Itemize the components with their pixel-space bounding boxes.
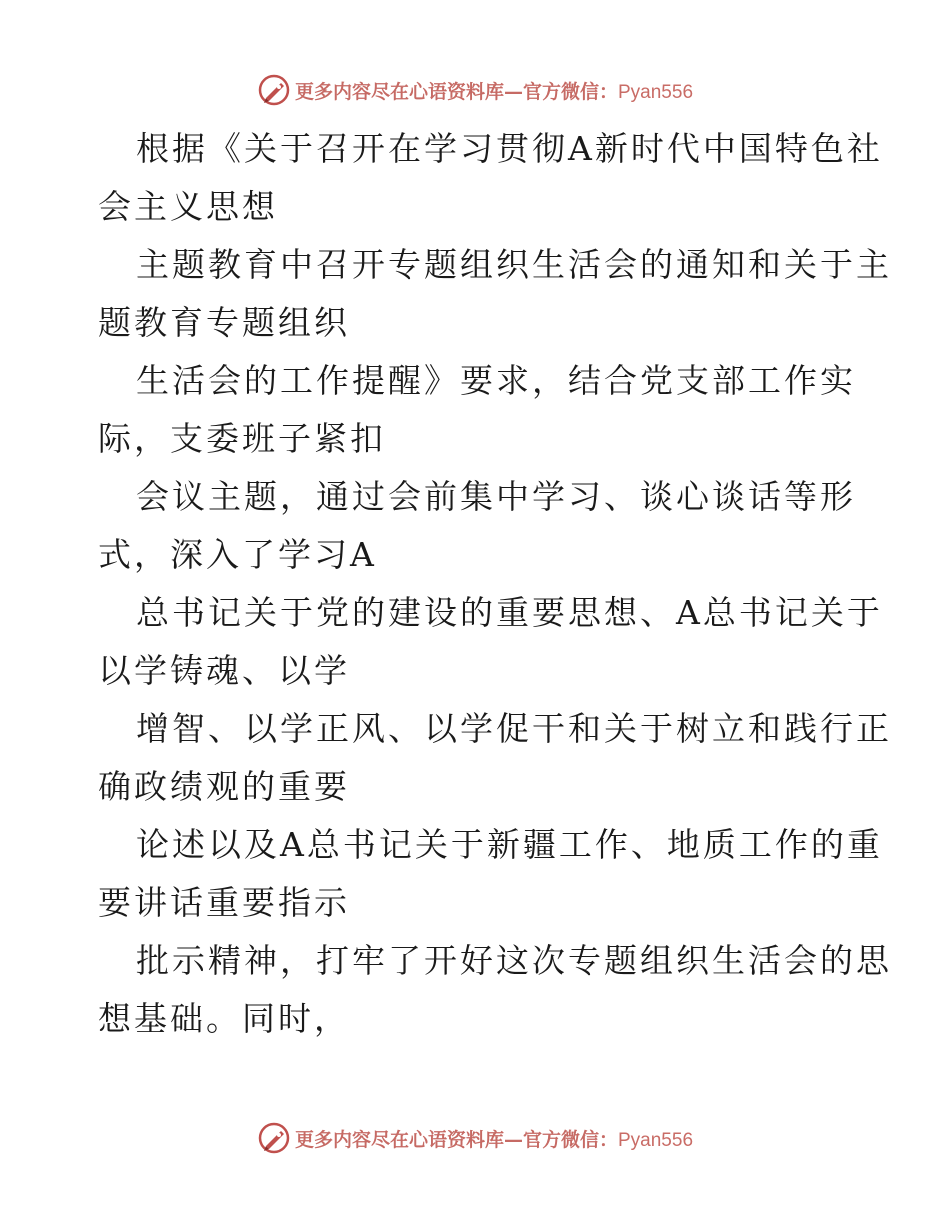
text-line: 生活会的工作提醒》要求，结合党支部工作实 <box>136 361 856 400</box>
header-banner <box>0 70 950 110</box>
text-line: 总书记关于党的建设的重要思想、A总书记关于 <box>136 593 883 632</box>
banner-wechat-id: Pyan556 <box>618 1129 694 1151</box>
banner-wechat-label: 官方微信： <box>522 80 618 103</box>
banner-dash: — <box>503 80 523 103</box>
banner-wechat-id: Pyan556 <box>618 81 694 103</box>
banner-main-text: 更多内容尽在心语资料库 <box>294 1128 504 1151</box>
text-line: 确政绩观的重要 <box>98 767 350 806</box>
document-body <box>98 120 892 1048</box>
text-line: 会议主题，通过会前集中学习、谈心谈话等形 <box>136 477 856 516</box>
text-line: 想基础。同时， <box>98 999 350 1038</box>
banner-text <box>295 1125 693 1152</box>
text-line: 以学铸魂、以学 <box>98 651 350 690</box>
text-line: 式，深入了学习A <box>98 535 377 574</box>
text-line: 批示精神，打牢了开好这次专题组织生活会的思 <box>136 941 892 980</box>
pen-logo-icon <box>257 73 291 107</box>
text-line: 论述以及A总书记关于新疆工作、地质工作的重 <box>136 825 883 864</box>
banner-text <box>295 77 693 104</box>
pen-logo-icon <box>257 1121 291 1155</box>
text-line: 要讲话重要指示 <box>98 883 350 922</box>
text-line: 根据《关于召开在学习贯彻A新时代中国特色社 <box>136 129 883 168</box>
banner-main-text: 更多内容尽在心语资料库 <box>294 80 504 103</box>
text-line: 题教育专题组织 <box>98 303 350 342</box>
text-line: 增智、以学正风、以学促干和关于树立和践行正 <box>136 709 892 748</box>
banner-wechat-label: 官方微信： <box>522 1128 618 1151</box>
text-line: 会主义思想 <box>98 187 278 226</box>
text-line: 际，支委班子紧扣 <box>98 419 386 458</box>
footer-banner <box>0 1118 950 1158</box>
banner-dash: — <box>503 1128 523 1151</box>
text-line: 主题教育中召开专题组织生活会的通知和关于主 <box>136 245 892 284</box>
